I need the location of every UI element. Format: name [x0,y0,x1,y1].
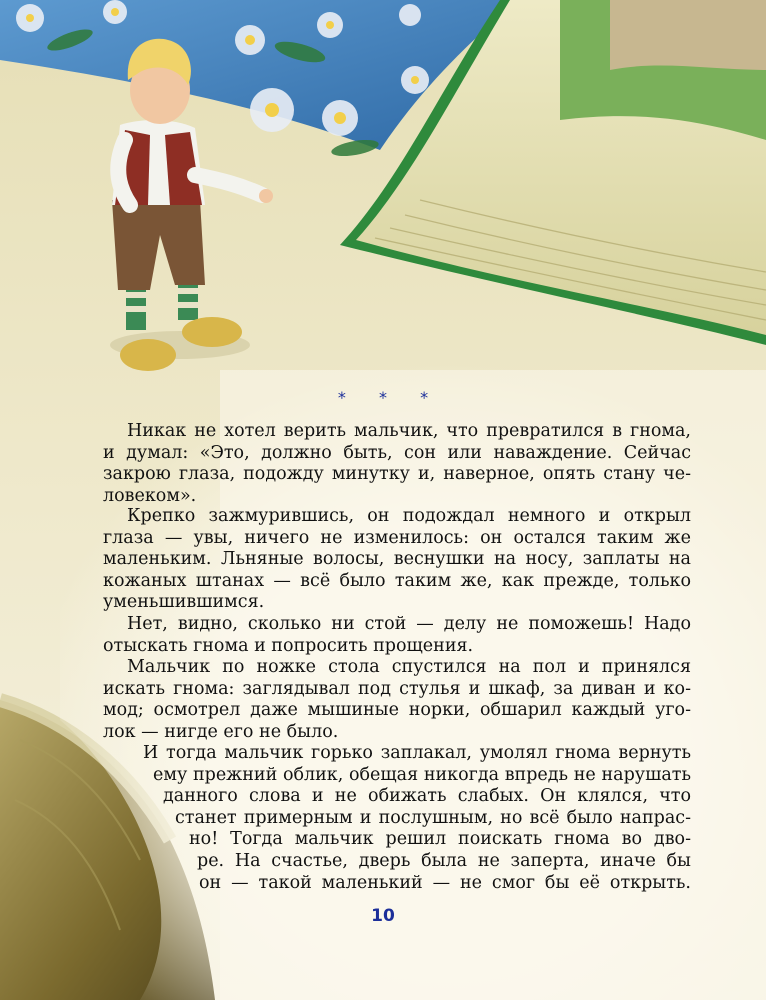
text-line: лок — нигде его не было. [103,721,339,742]
text-line: ловеком». [103,485,197,506]
paragraph-4 [103,657,691,743]
text-line: и думал: «Это, должно быть, сон или наваждение. Сейчас [103,442,691,463]
text-line: данного слова и не обижать слабых. Он клялся, что [163,786,691,807]
text-line: отыскать гнома и попросить прощения. [103,635,474,656]
text-line: маленьким. Льняные волосы, веснушки на носу, заплаты на [103,549,691,570]
text-line: но! Тогда мальчик решил поискать гнома во дво- [189,829,691,850]
page-number: 10 [371,906,395,926]
text-line: ре. На счастье, дверь была не заперта, иначе бы [197,850,691,871]
text-line: мод; осмотрел даже мышиные норки, обшарил каждый уго- [103,700,691,721]
text-line: Крепко зажмурившись, он подождал немного и открыл [127,506,691,526]
text-line: Никак не хотел верить мальчик, что превратился в гнома, [127,421,691,441]
paragraph-1 [103,421,691,507]
text-line: уменьшившимся. [103,592,265,613]
text-line: станет примерным и послушным, но всё было напрас- [175,807,691,828]
text-line: ему прежний облик, обещая никогда впредь не нарушать [153,764,691,785]
paragraph-2 [103,506,691,614]
text-line: он — такой маленький — не смог бы её открыть. [199,872,691,893]
text-line: И тогда мальчик горько заплакал, умолял гнома вернуть [143,743,691,763]
text-line: закрою глаза, подожду минутку и, наверное, опять стану че- [103,464,691,485]
paragraph-5 [103,743,691,894]
text-line: глаза — увы, ничего не изменилось: он остался таким же [103,527,691,548]
text-line: Нет, видно, сколько ни стой — делу не поможешь! Надо [127,614,691,634]
section-ornament: * * * [337,388,443,407]
paragraph-3 [103,614,691,657]
text-line: Мальчик по ножке стола спустился на пол и принялся [127,657,691,677]
text-line: искать гнома: заглядывал под стулья и шкаф, за диван и ко- [103,678,691,699]
text-line: кожаных штанах — всё было таким же, как прежде, только [103,570,691,591]
